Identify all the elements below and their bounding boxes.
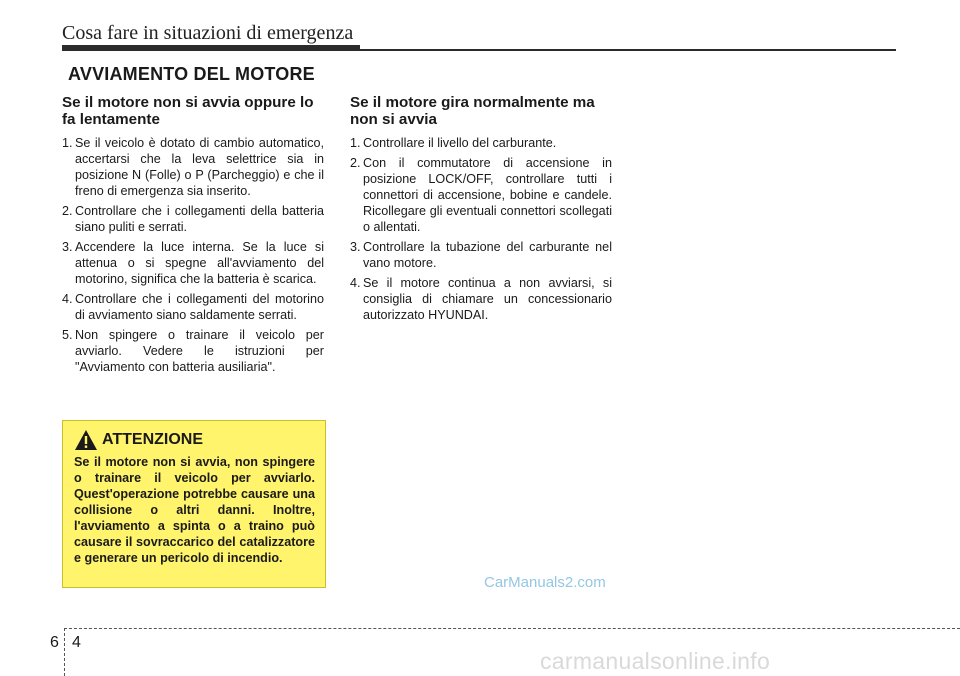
warning-triangle-icon	[74, 429, 98, 451]
list-item: 2. Controllare che i collegamenti della batteria siano puliti e serrati.	[62, 204, 324, 234]
list-item: 2. Con il commutatore di accensione in posizione LOCK/OFF, controllare tutti i connettori di accensione, bobine e candele. Ricollegare gli eventuali connettori scollegati o allentati.	[350, 156, 612, 234]
warning-box	[62, 420, 326, 588]
page-number: 4	[72, 634, 81, 651]
left-list	[62, 135, 324, 375]
right-list	[350, 135, 612, 323]
warning-text: Se il motore non si avvia, non spingere o trainare il veicolo per avviarlo. Quest'operazione potrebbe causare una collisione o altri danni. Inoltre, l'avviamento a spinta o a traino può causare il sovraccarico del catalizzatore e generare un pericolo di incendio.	[74, 455, 315, 565]
left-heading: Se il motore non si avvia oppure lo fa lentamente	[62, 94, 314, 128]
right-column	[350, 94, 612, 327]
list-item: 1. Se il veicolo è dotato di cambio automatico, accertarsi che la leva selettrice sia in posizione N (Folle) o P (Parcheggio) e che il freno di emergenza sia inserito.	[62, 136, 324, 198]
list-item: 3. Controllare la tubazione del carburante nel vano motore.	[350, 240, 612, 270]
left-column	[62, 94, 324, 379]
warning-header	[74, 429, 315, 451]
footer-rule	[64, 628, 960, 629]
warning-title: ATTENZIONE	[102, 431, 204, 448]
section-title: AVVIAMENTO DEL MOTORE	[68, 64, 315, 84]
list-item: 4. Se il motore continua a non avviarsi, si consiglia di chiamare un concessionario autorizzato HYUNDAI.	[350, 276, 612, 322]
header-title: Cosa fare in situazioni di emergenza	[62, 22, 354, 44]
list-item: 5. Non spingere o trainare il veicolo per avviarlo. Vedere le istruzioni per "Avviamento con batteria ausiliaria".	[62, 328, 324, 374]
list-item: 1. Controllare il livello del carburante.	[350, 136, 557, 150]
footer-divider	[64, 628, 65, 676]
list-item: 4. Controllare che i collegamenti del motorino di avviamento siano saldamente serrati.	[62, 292, 324, 322]
list-item: 3. Accendere la luce interna. Se la luce si attenua o si spegne all'avviamento del motorino, significa che la batteria è scarica.	[62, 240, 324, 286]
header-rule	[62, 49, 896, 51]
page-section-number: 6	[50, 634, 59, 651]
site-watermark: carmanualsonline.info	[540, 648, 771, 674]
watermark[interactable]: CarManuals2.com	[484, 574, 606, 591]
right-heading: Se il motore gira normalmente ma non si avvia	[350, 94, 595, 128]
